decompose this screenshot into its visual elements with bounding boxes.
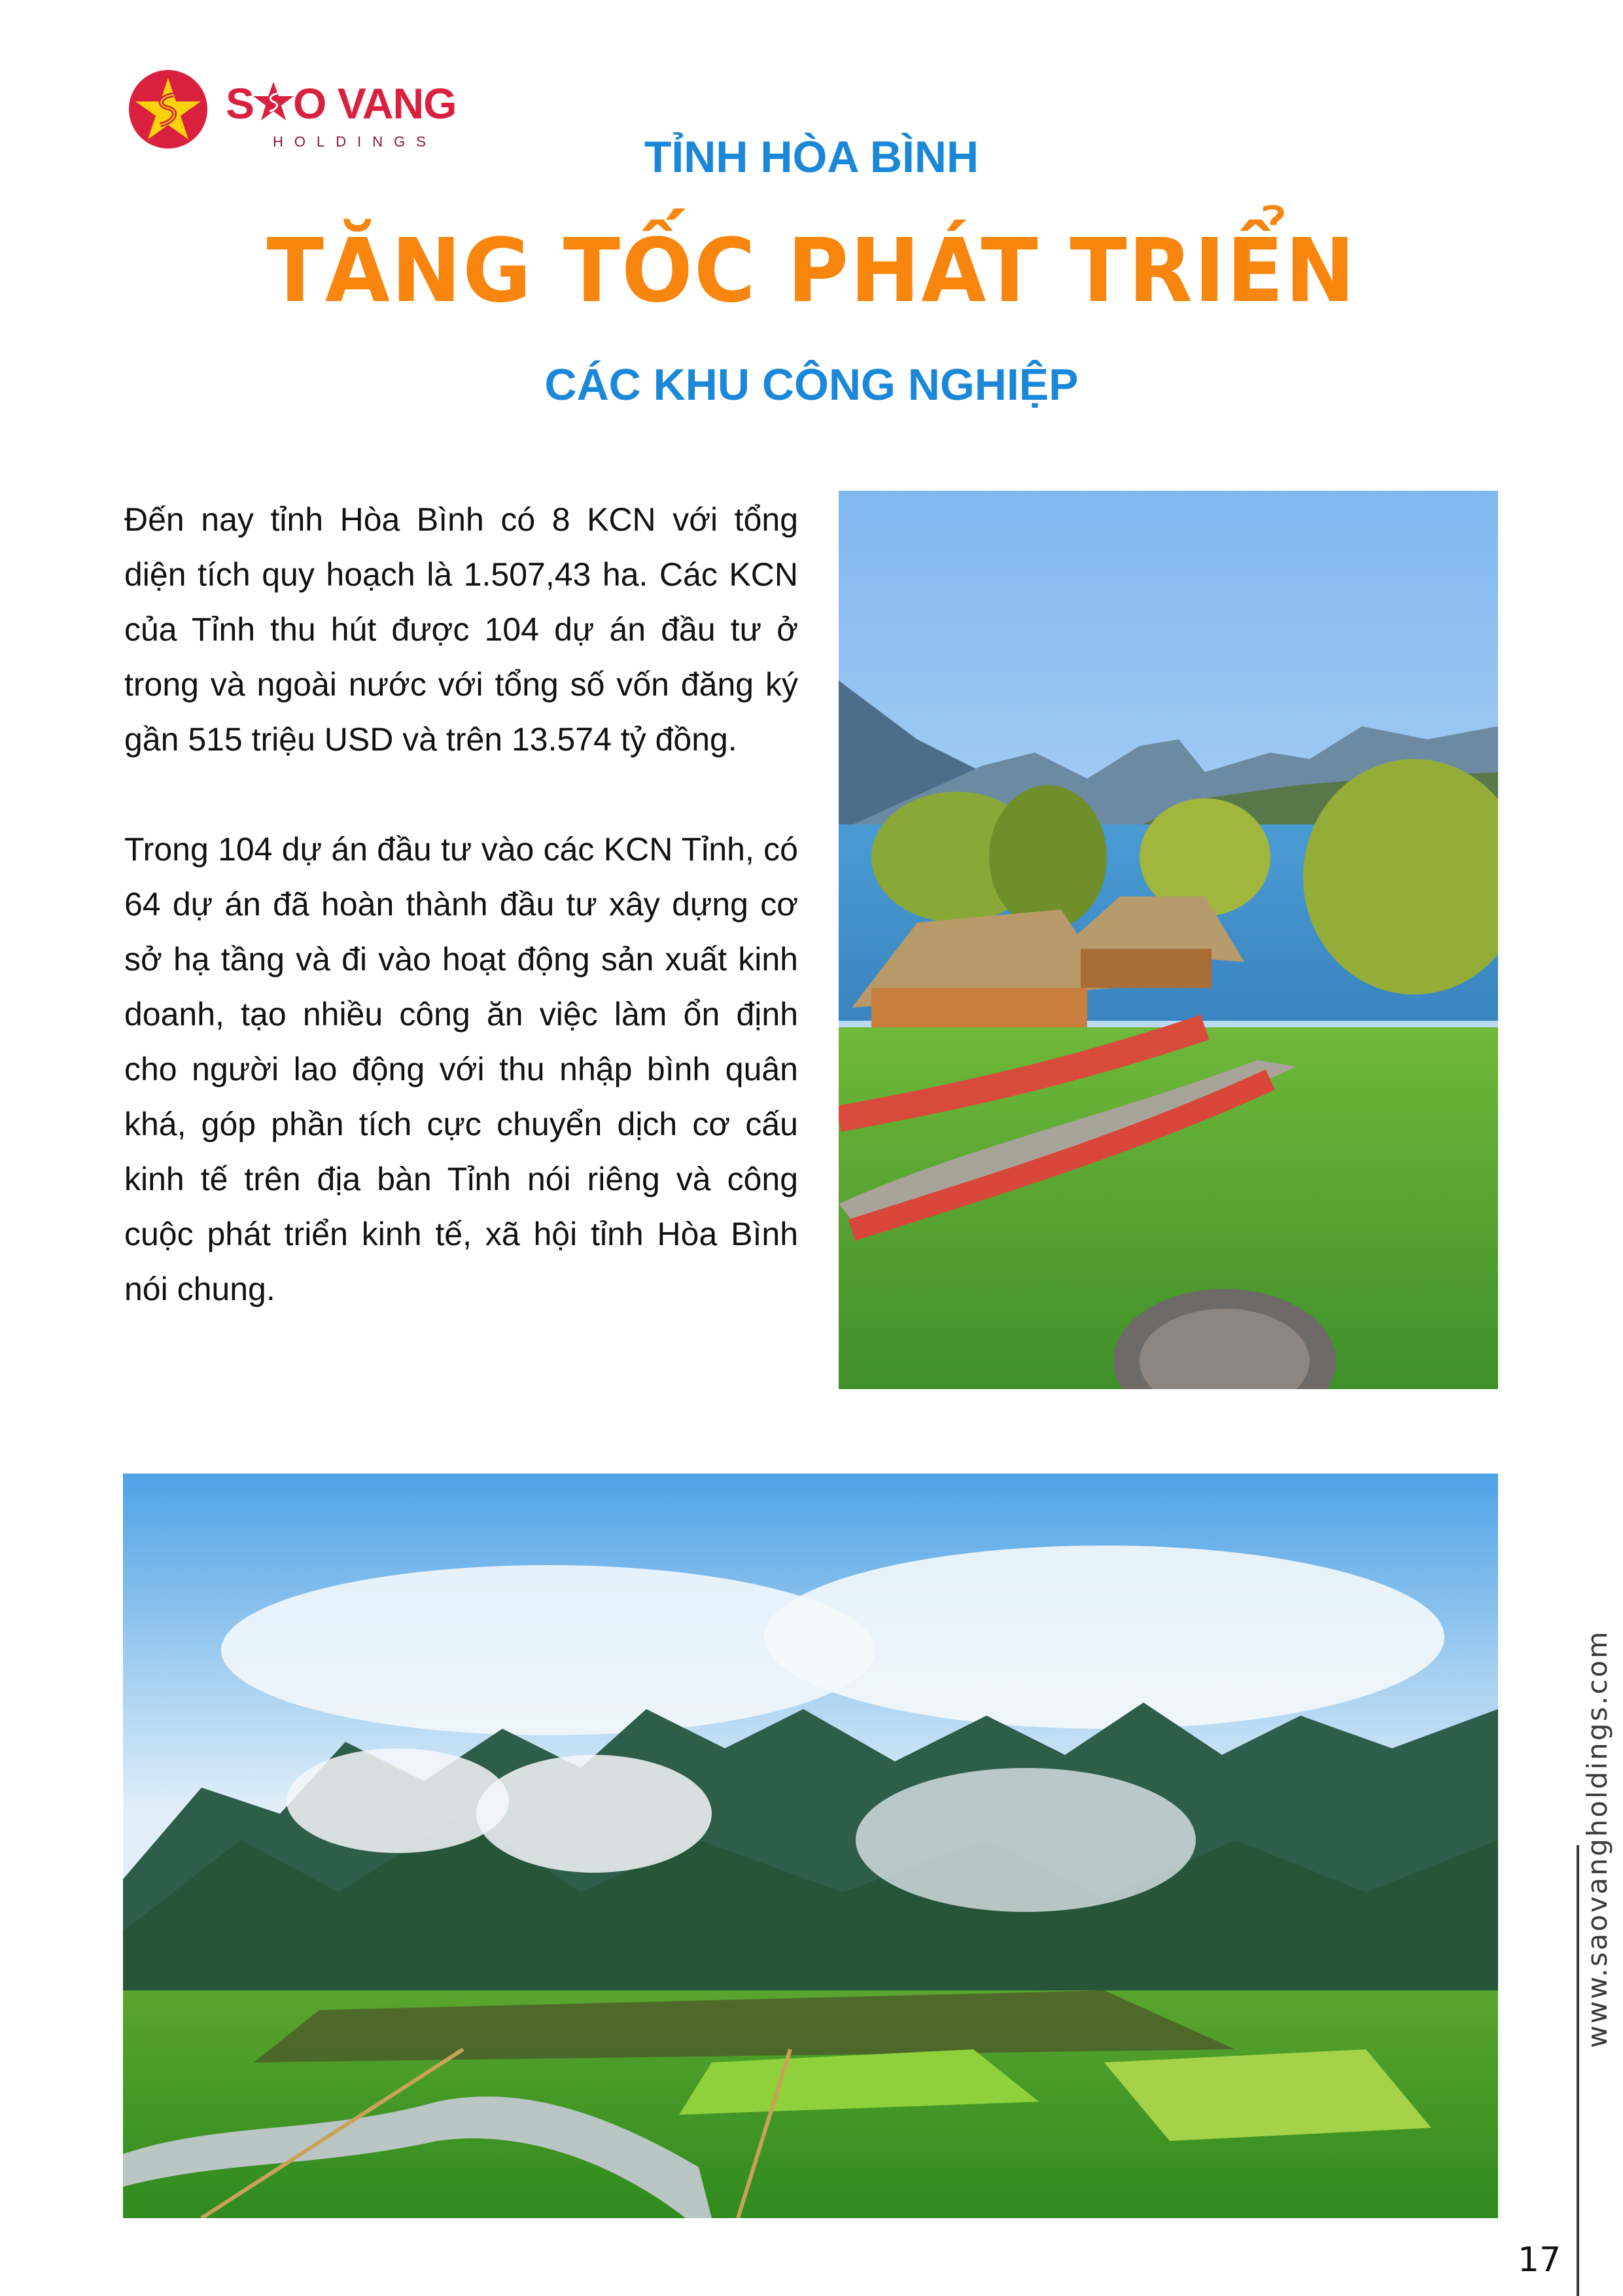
star-icon — [253, 80, 294, 122]
misty-valley-photo — [123, 1474, 1498, 2218]
brand-wordmark — [226, 80, 457, 126]
heading-province: TỈNH HÒA BÌNH — [644, 132, 979, 182]
lakeside-resort-photo — [839, 491, 1498, 1389]
paragraph-2: Trong 104 dự án đầu tư vào các KCN Tỉnh, có 64 dự án đã hoàn thành đầu tư xây dựng cơ sở hạ tầng và đi vào hoạt động sản xuất kinh doanh, tạo nhiều công ăn việc làm ổn định cho người lao động với thu nhập bình quân khá, góp phần tích cực chuyển dịch cơ cấu kinh tế trên địa bàn Tỉnh nói riêng và công cuộc phát triển kinh tế, xã hội tỉnh Hòa Bình nói chung. — [124, 831, 798, 1307]
page-title: TĂNG TỐC PHÁT TRIỂN — [266, 220, 1357, 323]
brand-subtitle: HOLDINGS — [273, 133, 437, 150]
brand-letters-o-vang: O VANG — [293, 79, 457, 128]
article-body — [124, 492, 798, 1316]
website-url: www.saovangholdings.com — [1581, 1629, 1613, 2048]
heading-subtitle: CÁC KHU CÔNG NGHIỆP — [544, 360, 1079, 410]
page-number: 17 — [1518, 2240, 1562, 2280]
vertical-divider — [1577, 1845, 1579, 2296]
brand-letter-s: S — [226, 79, 254, 128]
paragraph-1: Đến nay tỉnh Hòa Bình có 8 KCN với tổng diện tích quy hoạch là 1.507,43 ha. Các KCN của Tỉnh thu hút được 104 dự án đầu tư ở trong và ngoài nước với tổng số vốn đăng ký gần 515 triệu USD và trên 13.574 tỷ đồng. — [124, 501, 798, 758]
